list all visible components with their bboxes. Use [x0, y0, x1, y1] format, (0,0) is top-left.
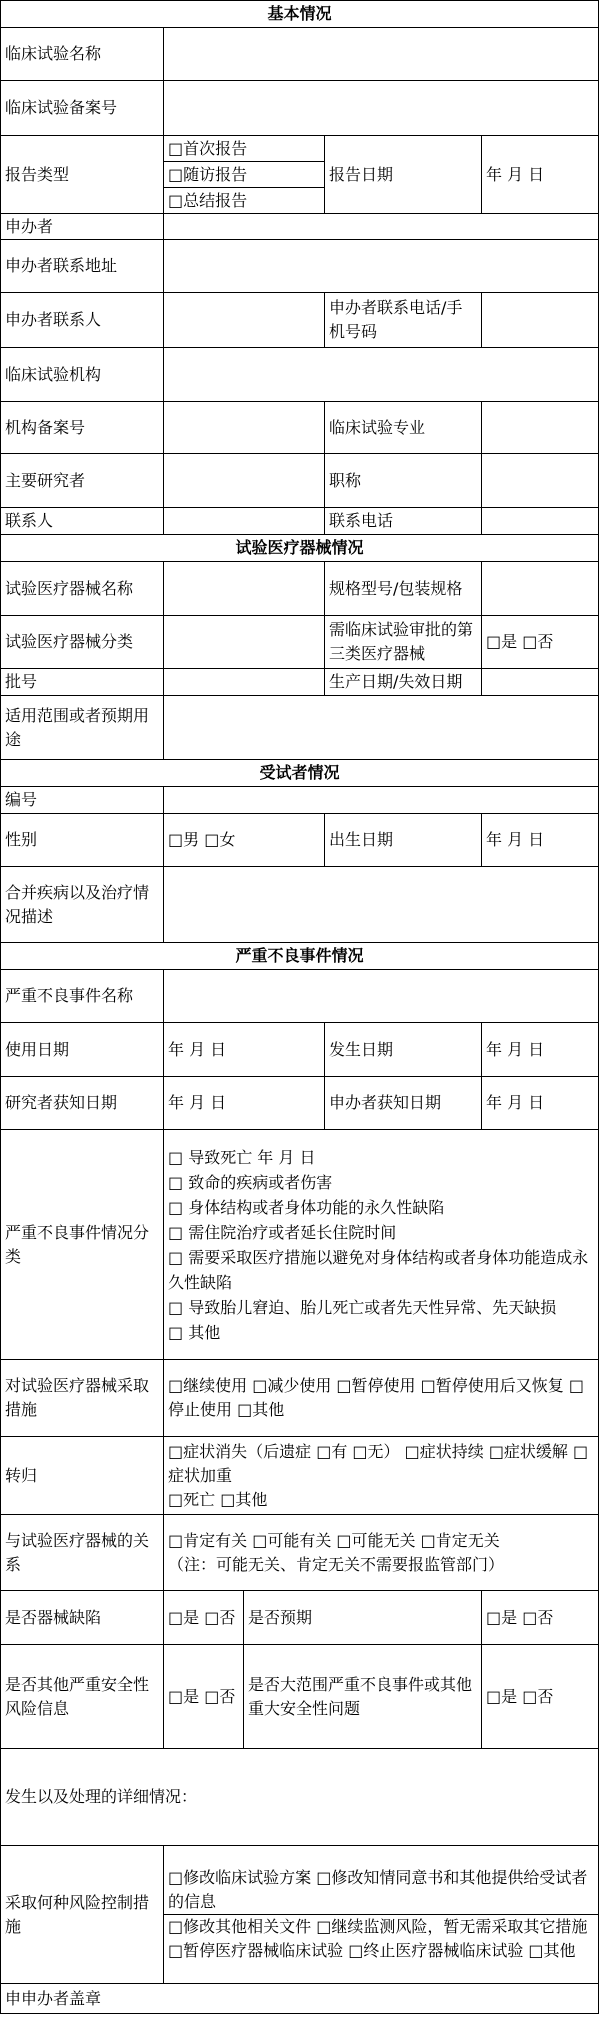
- relation-options: [164, 1515, 599, 1591]
- defect-options[interactable]: □是 □否: [164, 1591, 244, 1645]
- use-date-label: 使用日期: [1, 1023, 164, 1077]
- sponsor-field[interactable]: [164, 214, 599, 240]
- subject-id-field[interactable]: [164, 787, 599, 814]
- trial-record-label: 临床试验备案号: [1, 81, 164, 136]
- sex-options[interactable]: □男 □女: [164, 814, 325, 867]
- prod-date-field[interactable]: [482, 669, 599, 696]
- expected-options[interactable]: □是 □否: [482, 1591, 599, 1645]
- outcome-line-2[interactable]: □死亡 □其他: [168, 1489, 268, 1509]
- pi-label: 主要研究者: [1, 454, 164, 508]
- contact-phone-field[interactable]: [482, 508, 599, 535]
- batch-label: 批号: [1, 669, 164, 696]
- sponsor-address-field[interactable]: [164, 240, 599, 293]
- section-device-title: 试验医疗器械情况: [1, 535, 599, 562]
- researcher-known-field[interactable]: 年 月 日: [164, 1077, 325, 1130]
- sponsor-label: 申办者: [1, 214, 164, 240]
- subject-id-label: 编号: [1, 787, 164, 814]
- institution-field[interactable]: [164, 348, 599, 402]
- institution-record-field[interactable]: [164, 402, 325, 454]
- expected-label: 是否预期: [244, 1591, 482, 1645]
- class-permanent-checkbox[interactable]: □ 身体结构或者身体功能的永久性缺陷: [168, 1197, 445, 1217]
- trial-name-field[interactable]: [164, 28, 599, 81]
- report-type-label: 报告类型: [1, 136, 164, 214]
- device-category-label: 试验医疗器械分类: [1, 616, 164, 669]
- specialty-field[interactable]: [482, 402, 599, 454]
- risk-control-label: 采取何种风险控制措施: [1, 1846, 164, 1984]
- scope-field[interactable]: [164, 696, 599, 760]
- sae-name-label: 严重不良事件名称: [1, 970, 164, 1023]
- report-type-first-checkbox[interactable]: □首次报告: [168, 139, 248, 158]
- large-scale-options[interactable]: □是 □否: [482, 1645, 599, 1749]
- prod-date-label: 生产日期/失效日期: [325, 669, 482, 696]
- sae-class-label: 严重不良事件情况分类: [1, 1130, 164, 1360]
- class-fatal-checkbox[interactable]: □ 致命的疾病或者伤害: [168, 1172, 333, 1192]
- risk-control-options: [164, 1846, 599, 1984]
- defect-label: 是否器械缺陷: [1, 1591, 164, 1645]
- use-date-field[interactable]: 年 月 日: [164, 1023, 325, 1077]
- device-name-field[interactable]: [164, 562, 325, 616]
- section-subject-title: 受试者情况: [1, 760, 599, 787]
- contact-field[interactable]: [164, 508, 325, 535]
- sponsor-known-field[interactable]: 年 月 日: [482, 1077, 599, 1130]
- contact-label: 联系人: [1, 508, 164, 535]
- birth-field[interactable]: 年 月 日: [482, 814, 599, 867]
- details-field[interactable]: [1, 1749, 599, 1846]
- sponsor-contact-label: 申办者联系人: [1, 293, 164, 348]
- birth-label: 出生日期: [325, 814, 482, 867]
- title-label: 职称: [325, 454, 482, 508]
- batch-field[interactable]: [164, 669, 325, 696]
- report-type-followup-checkbox[interactable]: □随访报告: [164, 161, 324, 187]
- report-type-options: [164, 136, 325, 214]
- outcome-label: 转归: [1, 1437, 164, 1515]
- specialty-label: 临床试验专业: [325, 402, 482, 454]
- sae-name-field[interactable]: [164, 970, 599, 1023]
- institution-record-label: 机构备案号: [1, 402, 164, 454]
- section-sae-title: 严重不良事件情况: [1, 943, 599, 970]
- title-field[interactable]: [482, 454, 599, 508]
- sponsor-phone-label: 申办者联系电话/手机号码: [325, 293, 482, 348]
- other-risk-options[interactable]: □是 □否: [164, 1645, 244, 1749]
- other-risk-label: 是否其他严重安全性风险信息: [1, 1645, 164, 1749]
- sponsor-known-label: 申办者获知日期: [325, 1077, 482, 1130]
- report-date-label: 报告日期: [325, 136, 482, 214]
- sae-class-options: [164, 1130, 599, 1360]
- device-spec-label: 规格型号/包装规格: [325, 562, 482, 616]
- class-medical-measure-checkbox[interactable]: □ 需要采取医疗措施以避免对身体结构或者身体功能造成永久性缺陷: [168, 1247, 589, 1292]
- relation-line-2: （注：可能无关、肯定无关不需要报监管部门）: [168, 1554, 505, 1574]
- details-label: 发生以及处理的详细情况：: [5, 1787, 198, 1806]
- relation-line-1[interactable]: □肯定有关 □可能有关 □可能无关 □肯定无关: [168, 1530, 500, 1550]
- relation-label: 与试验医疗器械的关系: [1, 1515, 164, 1591]
- class-fetal-checkbox[interactable]: □ 导致胎儿窘迫、胎儿死亡或者先天性异常、先天缺损: [168, 1297, 557, 1317]
- device-name-label: 试验医疗器械名称: [1, 562, 164, 616]
- measures-label: 对试验医疗器械采取措施: [1, 1360, 164, 1437]
- outcome-line-1[interactable]: □症状消失（后遗症 □有 □无） □症状持续 □症状缓解 □症状加重: [168, 1441, 589, 1485]
- occur-date-label: 发生日期: [325, 1023, 482, 1077]
- sponsor-seal-label: 申申办者盖章: [1, 1984, 599, 2014]
- section-basic-title: 基本情况: [1, 1, 599, 28]
- measures-options[interactable]: □继续使用 □减少使用 □暂停使用 □暂停使用后又恢复 □停止使用 □其他: [164, 1360, 599, 1437]
- large-scale-label: 是否大范围严重不良事件或其他重大安全性问题: [244, 1645, 482, 1749]
- pi-field[interactable]: [164, 454, 325, 508]
- trial-record-field[interactable]: [164, 81, 599, 136]
- sex-label: 性别: [1, 814, 164, 867]
- class-hospital-checkbox[interactable]: □ 需住院治疗或者延长住院时间: [168, 1222, 397, 1242]
- risk-control-line-1[interactable]: □修改临床试验方案 □修改知情同意书和其他提供给受试者的信息: [168, 1868, 588, 1911]
- device-category-field[interactable]: [164, 616, 325, 669]
- comorbid-field[interactable]: [164, 867, 599, 943]
- class3-options[interactable]: □是 □否: [482, 616, 599, 669]
- researcher-known-label: 研究者获知日期: [1, 1077, 164, 1130]
- sponsor-phone-field[interactable]: [482, 293, 599, 348]
- scope-label: 适用范围或者预期用途: [1, 696, 164, 760]
- class-death-checkbox[interactable]: □ 导致死亡 年 月 日: [168, 1147, 316, 1167]
- device-spec-field[interactable]: [482, 562, 599, 616]
- sponsor-address-label: 申办者联系地址: [1, 240, 164, 293]
- sponsor-contact-field[interactable]: [164, 293, 325, 348]
- contact-phone-label: 联系电话: [325, 508, 482, 535]
- outcome-options: [164, 1437, 599, 1515]
- occur-date-field[interactable]: 年 月 日: [482, 1023, 599, 1077]
- comorbid-label: 合并疾病以及治疗情况描述: [1, 867, 164, 943]
- trial-name-label: 临床试验名称: [1, 28, 164, 81]
- report-date-field[interactable]: 年 月 日: [482, 136, 599, 214]
- report-type-final-checkbox[interactable]: □总结报告: [164, 187, 324, 213]
- class3-label: 需临床试验审批的第三类医疗器械: [325, 616, 482, 669]
- risk-control-line-2[interactable]: □修改其他相关文件 □继续监测风险，暂无需采取其它措施 □暂停医疗器械临床试验 □终止医疗器械临床试验 □其他: [164, 1914, 598, 1963]
- class-other-checkbox[interactable]: □ 其他: [168, 1322, 221, 1342]
- institution-label: 临床试验机构: [1, 348, 164, 402]
